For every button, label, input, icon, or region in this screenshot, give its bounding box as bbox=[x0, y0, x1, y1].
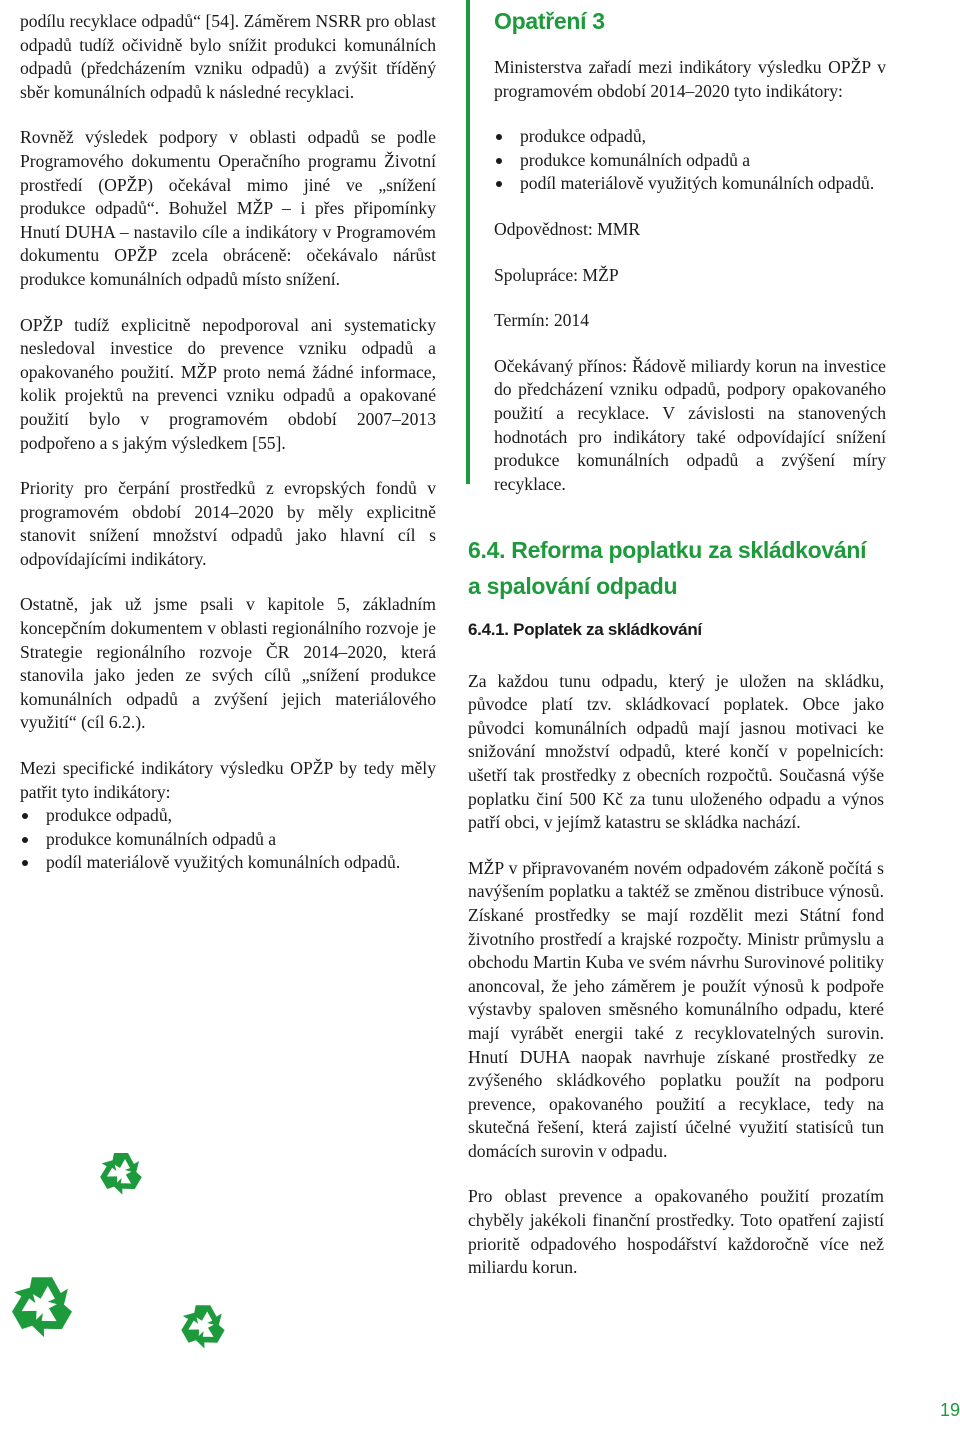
paragraph: MŽP v připravovaném novém odpadovém zákoně počítá s navýšením poplatku a taktéž se změnou distribuce výnosů. Získané prostředky se mají rozdělit mezi Státní fond životního prostředí a krajské rozpočty. Ministr průmyslu a obchodu Martin Kuba ve svém návrhu Surovinové politiky anoncoval, že jeho záměrem je použít výnosů k podpoře výstavby spaloven směsného komunálního odpadu, které mají vyrábět energii také z recyklovatelných surovin. Hnutí DUHA naopak navrhuje získané prostředky ze zvýšeného skládkového poplatku použít na podporu prevence, opakovaného použití a recyklace, tedy na skutečná řešení, která zajistí účelné využití statisíců tun domácích surovin v odpadu. bbox=[468, 857, 884, 1161]
paragraph: Rovněž výsledek podpory v oblasti odpadů se podle Programového dokumentu Operačního programu Životní prostředí (OPŽP) očekával mimo jiné ve „snížení produkce odpadů“. Bohužel MŽP – i přes připomínky Hnutí DUHA – nastavilo cíle a indikátory v Programovém dokumentu OPŽP zcela obráceně: očekávalo nárůst produkce komunálních odpadů místo snížení. bbox=[20, 127, 436, 289]
paragraph: podílu recyklace odpadů“ [54]. Záměrem NSRR pro oblast odpadů tudíž očividně bylo snížit produkci komunálních odpadů (předcházením vzniku odpadů) a zvýšit tříděný sběr komunálních odpadů k následné recyklaci. bbox=[20, 11, 436, 102]
paragraph: Za každou tunu odpadu, který je uložen na skládku, původce platí tzv. skládkovací poplatek. Obce jako původci komunálních odpadů mají jasnou motivaci ke snižování množství odpadů, které končí v popelnicích: ušetří tak prostředky z obecních rozpočtů. Současná výše poplatku činí 500 Kč za tunu uloženého odpadu a výnos patří obci, v jejímž katastru se skládka nachází. bbox=[468, 670, 884, 833]
list-item: produkce odpadů, bbox=[494, 125, 886, 149]
paragraph: OPŽP tudíž explicitně nepodporoval ani systematicky nesledoval investice do prevence vzniku odpadů a opakovaného použití. MŽP proto nemá žádné informace, kolik projektů na prevenci vzniku odpadů a opakované použití bylo v programovém období 2007–2013 podpořeno a s jakým výsledkem [55]. bbox=[20, 314, 436, 453]
paragraph: Mezi specifické indikátory výsledku OPŽP by tedy měly patřit tyto indikátory: bbox=[20, 758, 436, 802]
section-title bbox=[468, 532, 884, 604]
page-number: 19 bbox=[939, 1400, 960, 1420]
recycle-icon bbox=[95, 1148, 147, 1198]
measure-box bbox=[494, 6, 886, 518]
paragraph: Ministerstva zařadí mezi indikátory výsledku OPŽP v programovém období 2014–2020 tyto indikátory: bbox=[494, 57, 886, 101]
section-title-line: 6.4. Reforma poplatku za skládkování bbox=[468, 537, 867, 563]
expected-benefit: Očekávaný přínos: Řádově miliardy korun na investice do předcházení vzniku odpadů, podpory opakovaného použití a recyklace. V závislosti na stanovených hodnotách pro indikátory také odpovídající snížení produkce komunálních odpadů a zvýšení míry recyklace. bbox=[494, 355, 886, 494]
measure-title: Opatření 3 bbox=[494, 8, 605, 34]
subsection-title: 6.4.1. Poplatek za skládkování bbox=[468, 620, 702, 639]
list-item: podíl materiálově využitých komunálních odpadů. bbox=[494, 172, 886, 196]
recycle-icon bbox=[176, 1300, 230, 1352]
list-item: produkce komunálních odpadů a bbox=[20, 828, 436, 852]
deadline: Termín: 2014 bbox=[494, 310, 590, 331]
recycle-icon bbox=[5, 1270, 79, 1342]
indicator-list bbox=[20, 804, 436, 875]
section-6-4 bbox=[468, 532, 884, 1302]
paragraph: Ostatně, jak už jsme psali v kapitole 5, základním koncepčním dokumentem v oblasti regionálního rozvoje je Strategie regionálního rozvoje ČR 2014–2020, která stanovila jako jeden ze svých cílů „snížení produkce komunálních odpadů a zvýšení jejich materiálového využití“ (cíl 6.2.). bbox=[20, 594, 436, 733]
section-title-line: a spalování odpadu bbox=[468, 573, 678, 599]
measure-divider bbox=[466, 0, 470, 484]
left-column bbox=[20, 10, 436, 897]
list-item: produkce odpadů, bbox=[20, 804, 436, 828]
paragraph: Priority pro čerpání prostředků z evropských fondů v programovém období 2014–2020 by měly explicitně stanovit snížení množství odpadů jako hlavní cíl s odpovídajícími indikátory. bbox=[20, 478, 436, 569]
list-item: podíl materiálově využitých komunálních odpadů. bbox=[20, 851, 436, 875]
list-item: produkce komunálních odpadů a bbox=[494, 149, 886, 173]
measure-indicator-list bbox=[494, 125, 886, 196]
cooperation: Spolupráce: MŽP bbox=[494, 264, 619, 285]
paragraph: Pro oblast prevence a opakovaného použití prozatím chyběly jakékoli finanční prostředky. Toto opatření zajistí prioritě odpadového hospodářství každoročně více než miliardu korun. bbox=[468, 1186, 884, 1278]
responsibility: Odpovědnost: MMR bbox=[494, 218, 641, 239]
